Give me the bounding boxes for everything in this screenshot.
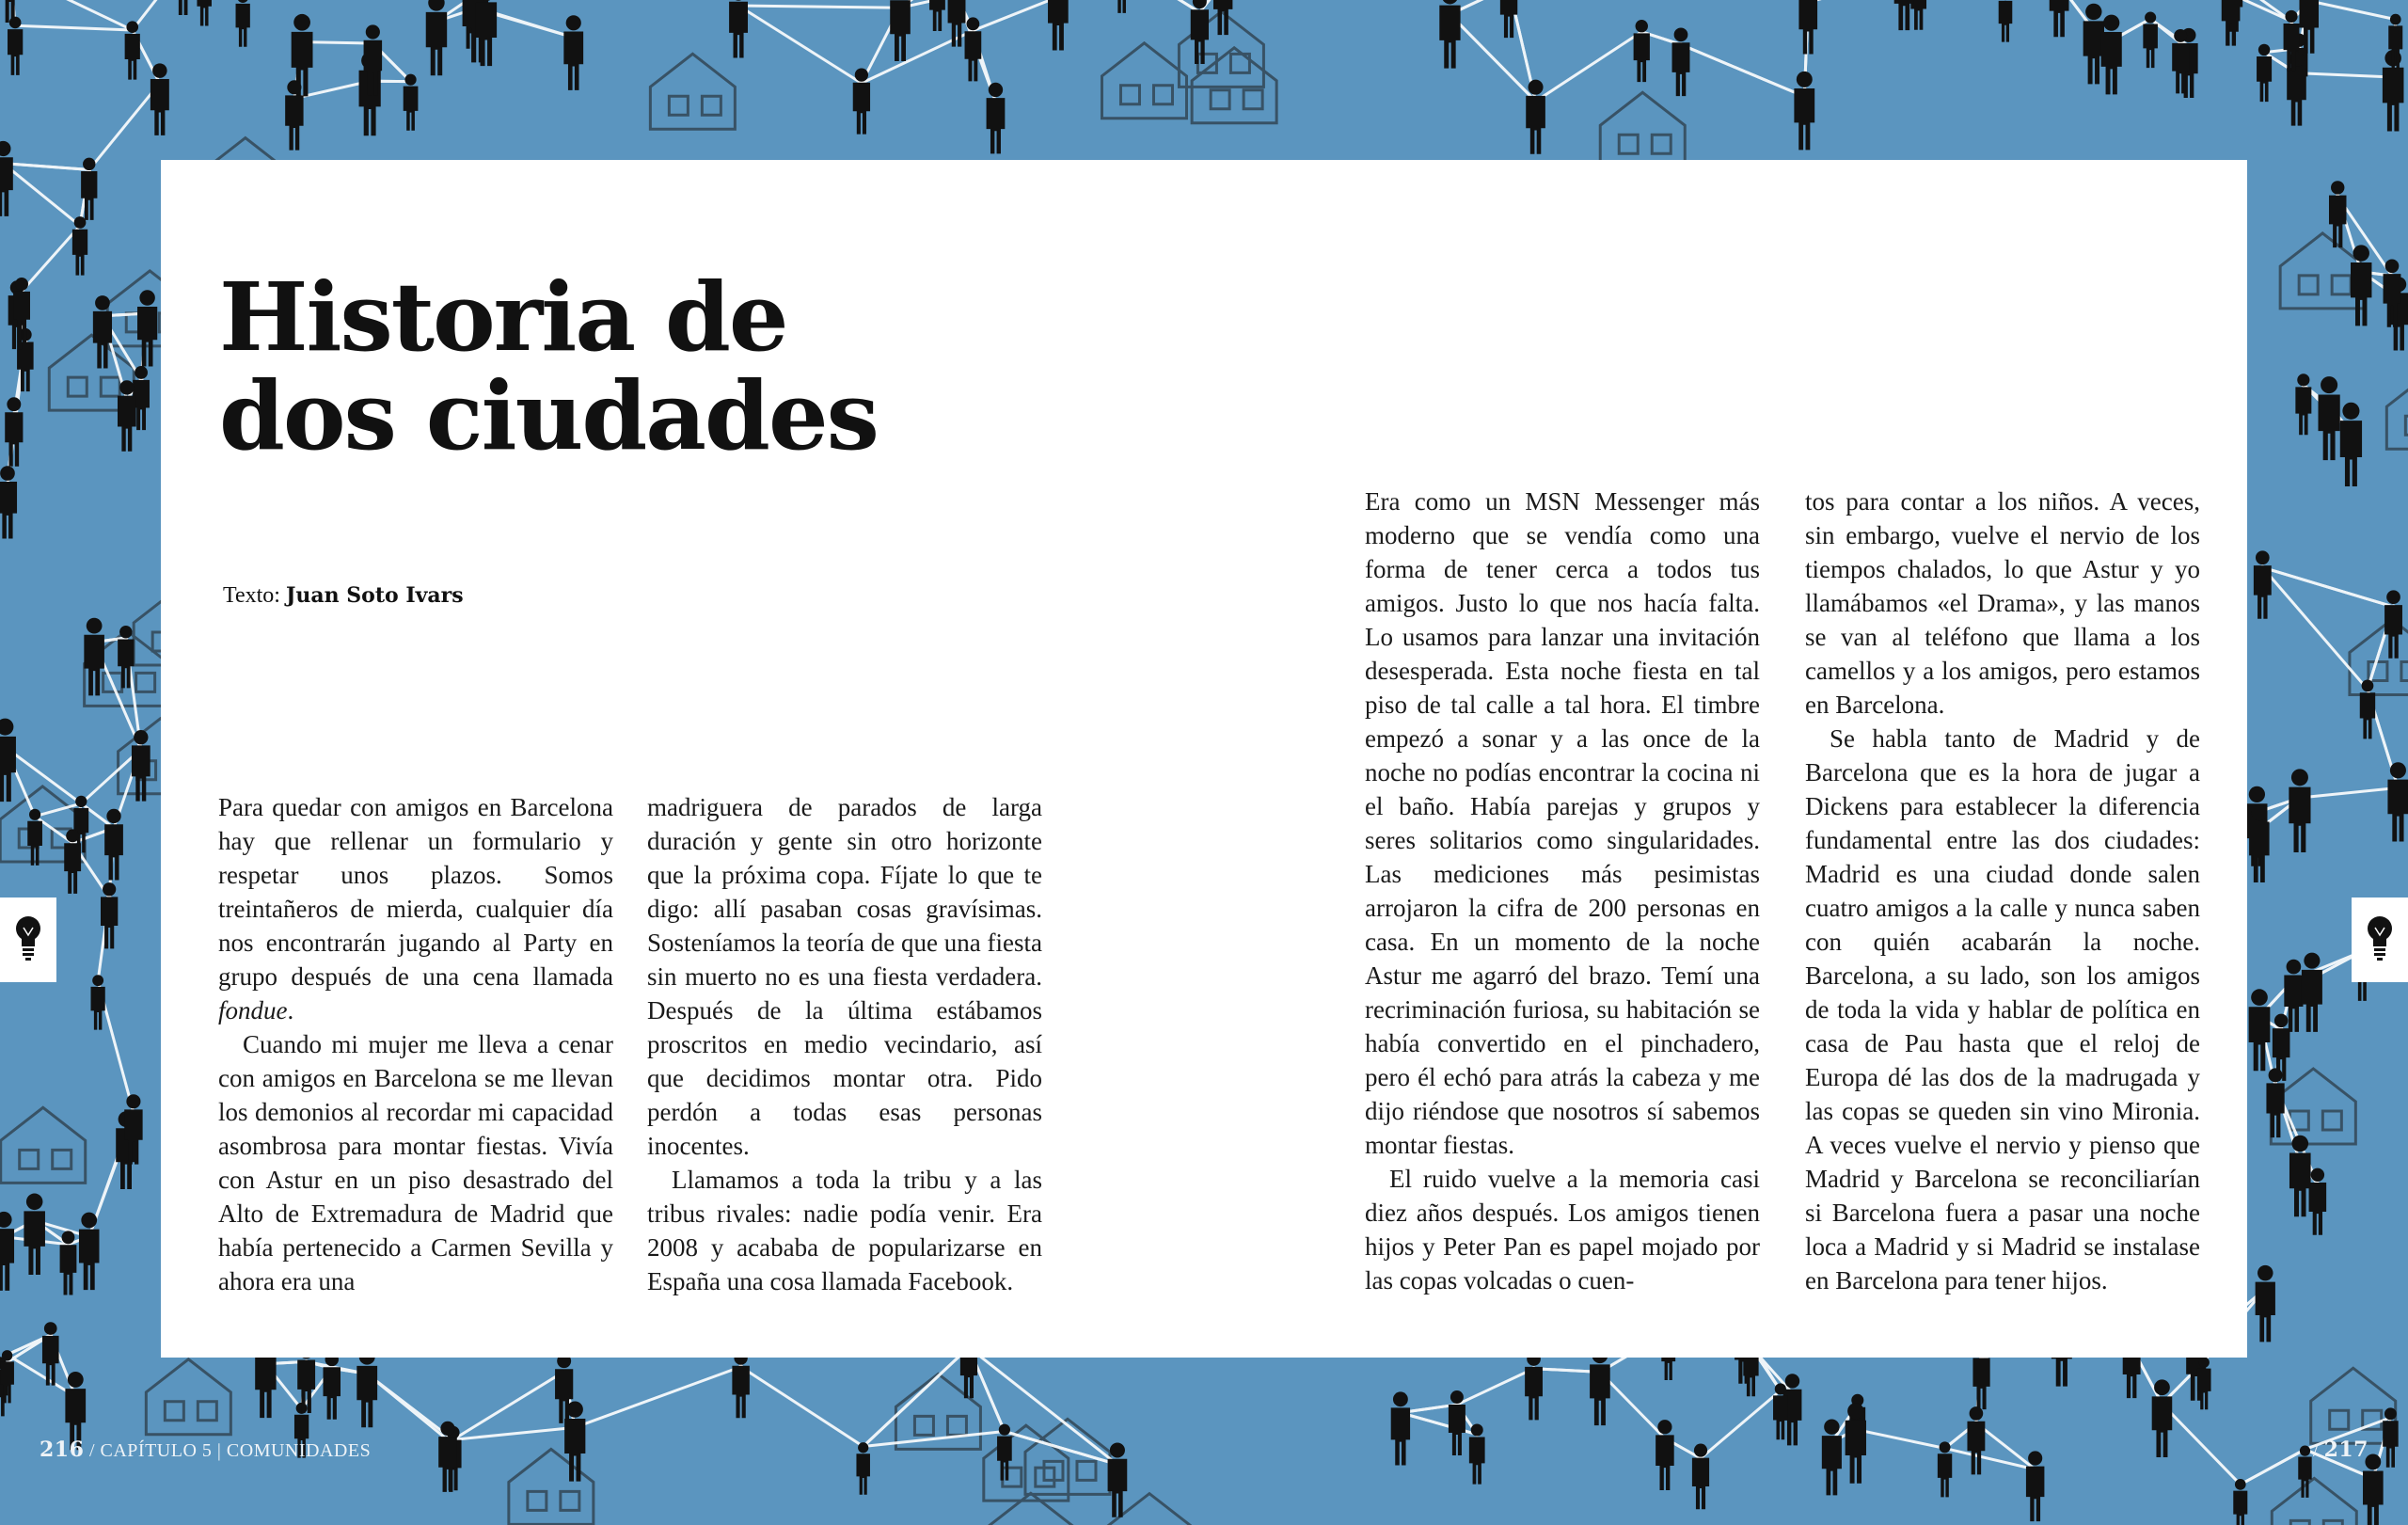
chapter-label: CAPÍTULO 5 [100,1440,213,1461]
paragraph: Se habla tanto de Madrid y de Barcelona que es la hora de jugar a Dickens para establecer la diferencia fundamental entre las dos ciudades: Madrid es una ciudad donde salen cuatro amigos a la calle y nunca saben con quién acabarán la noche. Barcelona, a su lado, son los amigos de toda la vida y hablar de política en casa de Pau hasta que el reloj de Europa dé las dos de la madrugada y las copas se queden sin vino Mironia. A veces vuelve el nervio y pienso que Madrid y Barcelona se reconciliarían si Barcelona fuera a pasar una noche loca a Madrid y si Madrid se instalase en Barcelona para tener hijos. [1805,724,2200,1295]
author-credit [223,583,464,609]
paragraph: Llamamos a toda la tribu y a las tribus rivales: nadie podía venir. Era 2008 y acababa de popularizarse en España una cosa llamada Facebook. [647,1166,1042,1295]
page-number-right: 217 [2323,1438,2368,1462]
credit-author: Juan Soto Ivars [285,583,464,608]
footer-right [2313,1438,2368,1462]
footer-separator: / [2313,1440,2324,1461]
text-run: Para quedar con amigos en Barcelona hay que rellenar un formulario y respetar unos plazos. Somos treintañeros de mierda, cualquier día nos encontrarán jugando al Party en grupo después de una cena llamada [218,793,613,991]
footer-separator: | [212,1440,227,1461]
paragraph [218,790,613,1027]
lightbulb-icon [14,914,42,961]
lightbulb-icon [2366,914,2394,961]
footer-separator: / [84,1440,101,1461]
page-number-left: 216 [40,1438,85,1462]
section-label: COMUNIDADES [226,1440,372,1461]
article-title [219,262,1066,471]
side-tab-right [2352,898,2408,982]
credit-label: Texto: [223,583,280,608]
paragraph: tos para contar a los niños. A veces, sin embargo, vuelve el nervio de los tiempos chalados, lo que Astur y yo llamábamos «el Drama», y las manos se van al teléfono que llama a los camellos y a los amigos, pero estamos en Barcelona. [1805,487,2200,719]
paragraph: madriguera de parados de larga duración y gente sin otro horizonte que la próxima copa. Fíjate lo que te digo: allí pasaban cosas gravísimas. Sosteníamos la teoría de que una fiesta sin muerto no es una fiesta verdadera. Después de la última estábamos proscritos en medio vecindario, así que decidimos montar otra. Pido perdón a todas esas personas inocentes. [647,793,1042,1160]
paragraph: Era como un MSN Messenger más moderno que se vendía como una forma de tener cerca a todos tus amigos. Justo lo que nos hacía falta. Lo usamos para lanzar una invitación desesperada. Esta noche fiesta en tal piso de tal calle a tal hora. El timbre empezó a sonar y a las once de la noche no podías encontrar la cocina ni el baño. Había parejas y grupos y seres solitarios como singularidades. Las mediciones más pesimistas arrojaron la cifra de 200 personas en casa. En un momento de la noche Astur me agarró del brazo. Temí una recriminación furiosa, su habitación se había convertido en el pinchadero, pero él echó para atrás la cabeza y me dijo riéndose que nosotros sí sabemos montar fiestas. [1365,487,1760,1159]
text-column-2 [647,790,1042,1298]
text-column-3 [1365,485,1760,1297]
paragraph: El ruido vuelve a la memoria casi diez años después. Los amigos tienen hijos y Peter Pan es papel mojado por las copas volcadas o cuen- [1365,1165,1760,1295]
italic-word: fondue [218,996,288,1025]
title-line-2: dos ciudades [219,360,878,471]
side-tab-left [0,898,56,982]
paragraph: Cuando mi mujer me lleva a cenar con amigos en Barcelona se me llevan los demonios al recordar mi capacidad asombrosa para montar fiestas. Vivía con Astur en un piso desastrado del Alto de Extremadura de Madrid que había pertenecido a Carmen Sevilla y ahora era una [218,1030,613,1295]
title-line-1: Historia de [219,262,787,373]
text-column-1 [218,790,613,1298]
text-column-4 [1805,485,2200,1297]
footer-left [40,1438,371,1462]
text-run: . [287,996,294,1025]
